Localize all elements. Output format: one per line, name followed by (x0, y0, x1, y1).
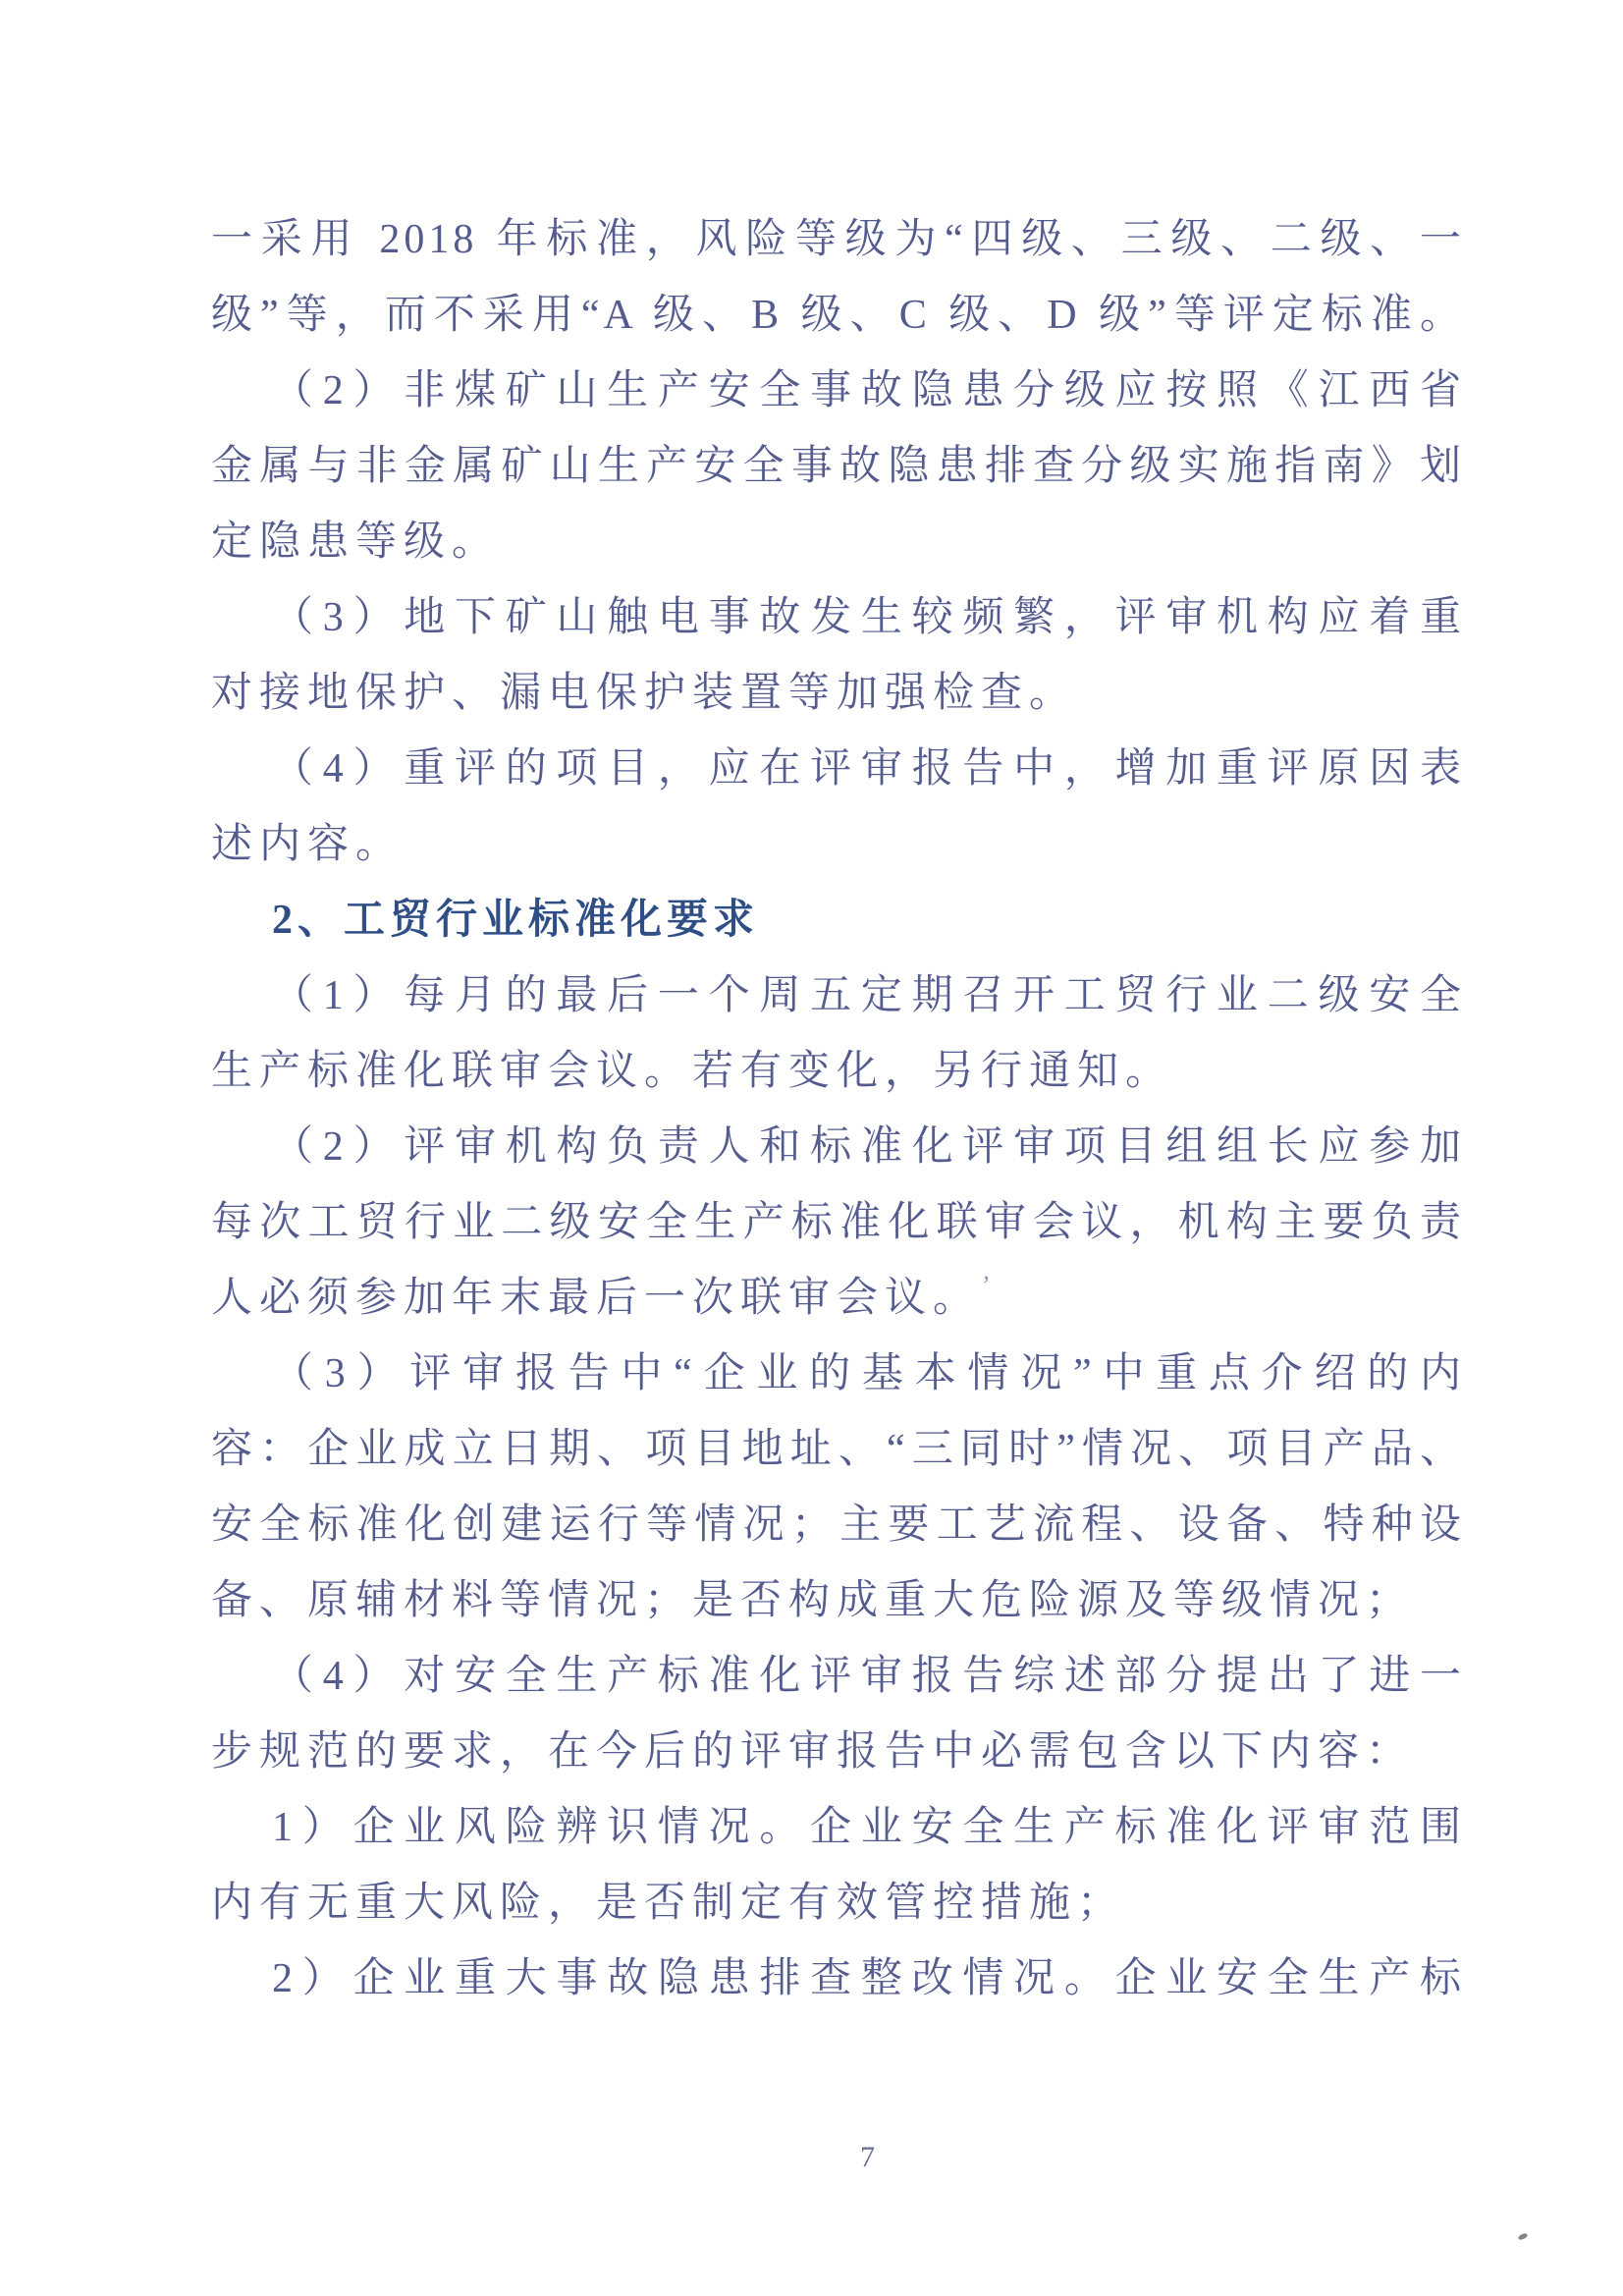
text-line: （4）重评的项目，应在评审报告中，增加重评原因表 (272, 746, 1465, 792)
paragraph (211, 1639, 1465, 1790)
text-line: （2）非煤矿山生产安全事故隐患分级应按照《江西省 (272, 368, 1465, 413)
paragraph (211, 1790, 1465, 1941)
text-line: 容：企业成立日期、项目地址、“三同时”情况、项目产品、 (211, 1427, 1465, 1472)
text-line: 备、原辅材料等情况；是否构成重大危险源及等级情况； (211, 1578, 1415, 1623)
text-line: （3）地下矿山触电事故发生较频繁，评审机构应着重 (272, 595, 1465, 640)
text-line: 一采用 2018 年标准，风险等级为“四级、三级、二级、一 (211, 217, 1465, 262)
text-line: 每次工贸行业二级安全生产标准化联审会议，机构主要负责 (211, 1200, 1465, 1245)
text-line: 2）企业重大事故隐患排查整改情况。企业安全生产标 (272, 1956, 1465, 2001)
text-line: 步规范的要求，在今后的评审报告中必需包含以下内容： (211, 1729, 1415, 1775)
paragraph (211, 202, 1465, 354)
paragraph (211, 354, 1465, 580)
text-line: 定隐患等级。 (211, 519, 501, 565)
text-line: （1）每月的最后一个周五定期召开工贸行业二级安全 (272, 973, 1465, 1018)
paragraph (211, 732, 1465, 883)
page-number: 7 (860, 2141, 875, 2173)
section-heading-line: 2、工贸行业标准化要求 (272, 898, 760, 943)
paragraph (211, 1941, 1465, 2017)
paragraph (211, 1110, 1465, 1337)
text-line: 安全标准化创建运行等情况；主要工艺流程、设备、特种设 (211, 1503, 1465, 1548)
text-line: 1）企业风险辨识情况。企业安全生产标准化评审范围 (272, 1805, 1465, 1850)
text-line: （3）评审报告中“企业的基本情况”中重点介绍的内 (272, 1351, 1465, 1396)
stray-apostrophe-mark: ’ (982, 1271, 991, 1299)
paragraph (211, 580, 1465, 732)
text-line: 金属与非金属矿山生产安全事故隐患排查分级实施指南》划 (211, 444, 1465, 489)
text-line: 对接地保护、漏电保护装置等加强检查。 (211, 671, 1078, 716)
text-line: 人必须参加年末最后一次联审会议。 (211, 1276, 982, 1321)
text-line: 生产标准化联审会议。若有变化，另行通知。 (211, 1049, 1174, 1094)
text-line: 级”等，而不采用“A 级、B 级、C 级、D 级”等评定标准。 (211, 293, 1465, 338)
text-line: 述内容。 (211, 822, 405, 867)
text-line: （2）评审机构负责人和标准化评审项目组组长应参加 (272, 1124, 1465, 1170)
ink-speck (1517, 2232, 1528, 2241)
paragraph (211, 958, 1465, 1110)
document-body (211, 202, 1465, 2017)
text-line: 内有无重大风险，是否制定有效管控措施； (211, 1881, 1126, 1926)
text-line: （4）对安全生产标准化评审报告综述部分提出了进一 (272, 1654, 1465, 1699)
paragraph (211, 1337, 1465, 1639)
section-heading (211, 883, 1465, 958)
